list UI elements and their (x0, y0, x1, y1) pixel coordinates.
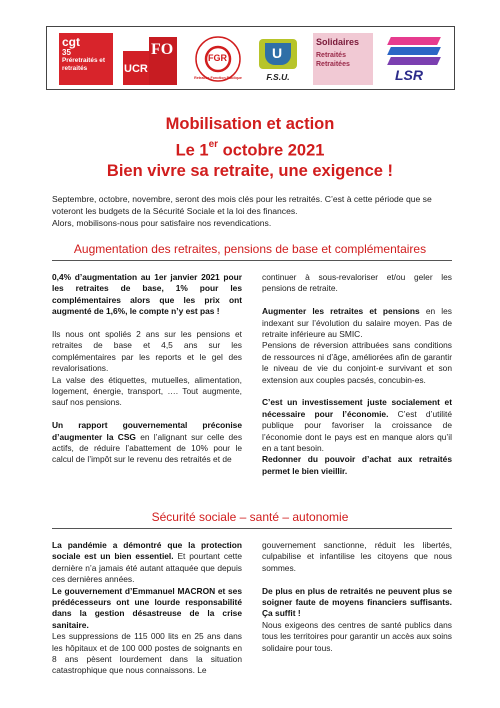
s2-left-p2: Le gouvernement d’Emmanuel MACRON et ses prédécesseurs ont une lourde responsabilité dans la gestion désastreuse de la crise sanitaire. (52, 585, 242, 630)
fo-logo-text: FO (151, 41, 174, 58)
s1-right-p2 (262, 306, 452, 340)
solidaires-logo-label: Retraités Retraitées (316, 52, 350, 68)
s1-right-p4-rest: C’est d’utilité publique pour favoriser la croissance de l’économie dont le pays est en manque alors qu’il en a tant besoin. (262, 408, 452, 454)
ucr-fo-logo (123, 33, 177, 85)
lsr-logo-name: LSR (395, 67, 423, 83)
s1-right-p4 (262, 397, 452, 454)
section-1-left-column (52, 272, 242, 466)
section-1-right-column (262, 272, 452, 477)
fsu-logo-mark: U (272, 45, 283, 61)
section-2-divider (52, 528, 452, 529)
s2-left-p1-bold: La pandémie a démontré que la protection sociale est un bien essentiel. (52, 540, 242, 562)
s2-right-p2: De plus en plus de retraités ne peuvent plus se soigner faute de moyens financiers suffisants. Ça suffit ! (262, 585, 452, 619)
s1-right-p3: Pensions de réversion attribuées sans conditions de ressources ni d’âge, améliorées afin de garantir le niveau de vie du conjoint-e survivant et son extension aux couples pacsés, concubin-es. (262, 340, 452, 385)
cgt-logo-dept: 35 (62, 48, 71, 57)
fgr-logo (193, 33, 243, 85)
ucr-logo-text: UCR (124, 63, 148, 75)
section-2-heading: Sécurité sociale – santé – autonomie (151, 510, 349, 524)
fgr-logo-name: FGR (208, 53, 227, 63)
cgt-logo-name: cgt (62, 35, 80, 49)
logo-band (46, 26, 455, 90)
s1-right-p2-rest: en les indexant sur l’évolution du salaire moyen. Pas de retraite inférieure au SMIC. (262, 306, 452, 340)
intro-line-2: voteront les budgets de la Sécurité Sociale et la loi des finances. (52, 206, 298, 216)
solidaires-logo (313, 33, 373, 85)
s1-right-p5: Redonner du pouvoir d’achat aux retraités permet le bien vieillir. (262, 454, 452, 476)
section-1-divider (52, 260, 452, 261)
section-2-left-column (52, 540, 242, 677)
s1-left-p4-rest: en l’alignant sur celle des actifs, de réduire l’abattement de 10% pour le calcul de l’impôt sur le revenu des retraités et de (52, 431, 243, 465)
s1-left-p4-bold: Un rapport gouvernemental préconise d’augmenter la CSG (52, 420, 242, 442)
intro-line-1: Septembre, octobre, novembre, seront des mois clés pour les retraités. C’est à cette période que se (52, 194, 432, 204)
cgt-logo (59, 33, 113, 85)
title-date-sup: er (208, 139, 219, 150)
s2-right-p3: Nous exigeons des centres de santé publics dans tous les territoires pour garantir un accès aux soins solidaire pour tous. (262, 619, 452, 653)
title-line-2 (0, 137, 500, 161)
s1-left-p3: La valse des étiquettes, mutuelles, alimentation, logement, énergie, transport, …. Tout augmente, sauf nos pensions. (52, 374, 242, 408)
s1-right-p1: continuer à sous-revaloriser et/ou geler les pensions de retraite. (262, 272, 452, 294)
cgt-logo-label: Préretraités et retraités (62, 57, 105, 72)
s1-left-p1: 0,4% d’augmentation au 1er janvier 2021 pour les retraites de base, 1% pour les complémentaires alors que les prix ont augmenté de 1,6%, le compte n’y est pas ! (52, 272, 242, 317)
s2-left-p1-rest: Et pourtant cette dernière n’a jamais été autant attaquée que depuis ces dernières années. (52, 551, 242, 585)
s1-right-p2-bold: Augmenter les retraites et pensions (262, 306, 420, 317)
s2-right-p1: gouvernement sanctionne, réduit les libertés, culpabilise et infantilise les citoyens que nous sommes. (262, 540, 452, 573)
solidaires-logo-name: Solidaires (316, 37, 360, 47)
title-line-1: Mobilisation et action (165, 115, 335, 133)
s1-right-p4-bold: C’est un investissement juste socialement et nécessaire pour l’économie. (262, 397, 452, 419)
s1-left-p4 (52, 420, 242, 466)
title-date-post: octobre 2021 (218, 141, 325, 160)
s2-left-p1 (52, 540, 242, 586)
lsr-logo (387, 33, 443, 85)
fsu-logo-name: F.S.U. (266, 72, 290, 82)
s1-left-p2: Ils nous ont spoliés 2 ans sur les pensions et retraites de base et 4,5 ans sur les complémentaires par les reports et le gel des revalorisations. (52, 329, 242, 374)
title-date-pre: Le 1 (175, 141, 209, 160)
s2-left-p3: Les suppressions de 115 000 lits en 25 ans dans les hôpitaux et de 100 000 postes de soignants en 8 ans pèsent lourdement dans la situation catastrophique que nous connaissons. Le (52, 631, 242, 676)
section-2-right-column (262, 540, 452, 654)
fgr-logo-label: Retraités Fonction Publique (194, 76, 242, 80)
fsu-logo (253, 33, 303, 85)
intro-paragraph (52, 193, 452, 229)
title-line-3: Bien vivre sa retraite, une exigence ! (106, 162, 394, 180)
intro-line-3: Alors, mobilisons-nous pour satisfaire nos revendications. (52, 218, 272, 228)
section-1-heading: Augmentation des retraites, pensions de base et complémentaires (73, 242, 427, 256)
